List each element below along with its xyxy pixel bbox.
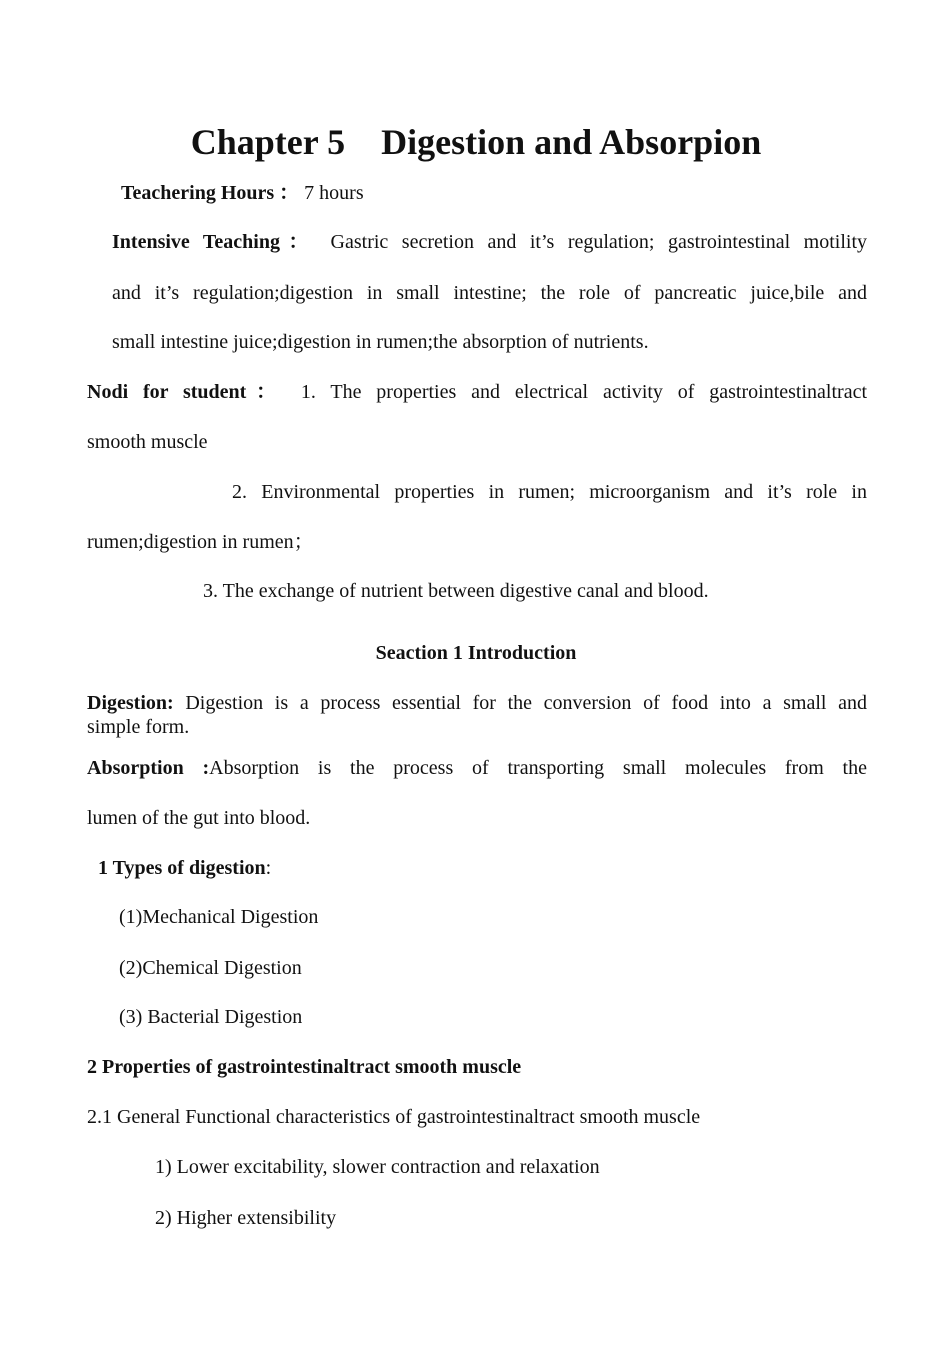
nodi-line-1: Nodi for student： 1. The properties and electrical activity of gastrointestinaltract [87,381,867,403]
nodi-item-2-line-2: rumen;digestion in rumen； [87,531,314,553]
chapter-title: Chapter 5 Digestion and Absorpion [190,122,762,162]
digestion-definition-line-2: simple form. [87,716,190,738]
intensive-teaching-line-3: small intestine juice;digestion in rumen;the absorption of nutrients. [112,331,649,353]
properties-subheading: 2.1 General Functional characteristics of gastrointestinaltract smooth muscle [87,1106,701,1128]
properties-item-2: 2) Higher extensibility [155,1207,337,1229]
types-item-2: (2)Chemical Digestion [119,957,302,979]
absorption-definition-line-2: lumen of the gut into blood. [87,807,311,829]
types-item-1: (1)Mechanical Digestion [119,906,319,928]
nodi-item-2-line-1: 2. Environmental properties in rumen; microorganism and it’s role in [232,481,867,503]
types-heading: 1 Types of digestion: [98,857,272,879]
intensive-teaching-line-2: and it’s regulation;digestion in small intestine; the role of pancreatic juice,bile and [112,282,867,304]
intensive-teaching-line-1: Intensive Teaching： Gastric secretion and it’s regulation; gastrointestinal motility [112,231,868,253]
properties-heading: 2 Properties of gastrointestinaltract smooth muscle [87,1056,522,1078]
section-heading: Seaction 1 Introduction [375,642,577,664]
teaching-hours [121,181,364,205]
intensive-teaching-label: Intensive Teaching： [112,231,318,253]
types-item-3: (3) Bacterial Digestion [119,1006,303,1028]
digestion-definition-line-1: Digestion: Digestion is a process essential for the conversion of food into a small and [87,692,868,714]
digestion-label: Digestion: [87,692,174,714]
nodi-line-2: smooth muscle [87,431,208,453]
nodi-label: Nodi for student： [87,381,287,403]
teaching-hours-value: 7 hours [304,182,364,204]
absorption-definition-line-1: Absorption :Absorption is the process of transporting small molecules from the [87,757,867,779]
properties-item-1: 1) Lower excitability, slower contraction and relaxation [155,1156,600,1178]
absorption-label: Absorption : [87,757,210,779]
teaching-hours-label: Teachering Hours ： [121,182,300,204]
nodi-item-3: 3. The exchange of nutrient between digestive canal and blood. [203,580,709,602]
